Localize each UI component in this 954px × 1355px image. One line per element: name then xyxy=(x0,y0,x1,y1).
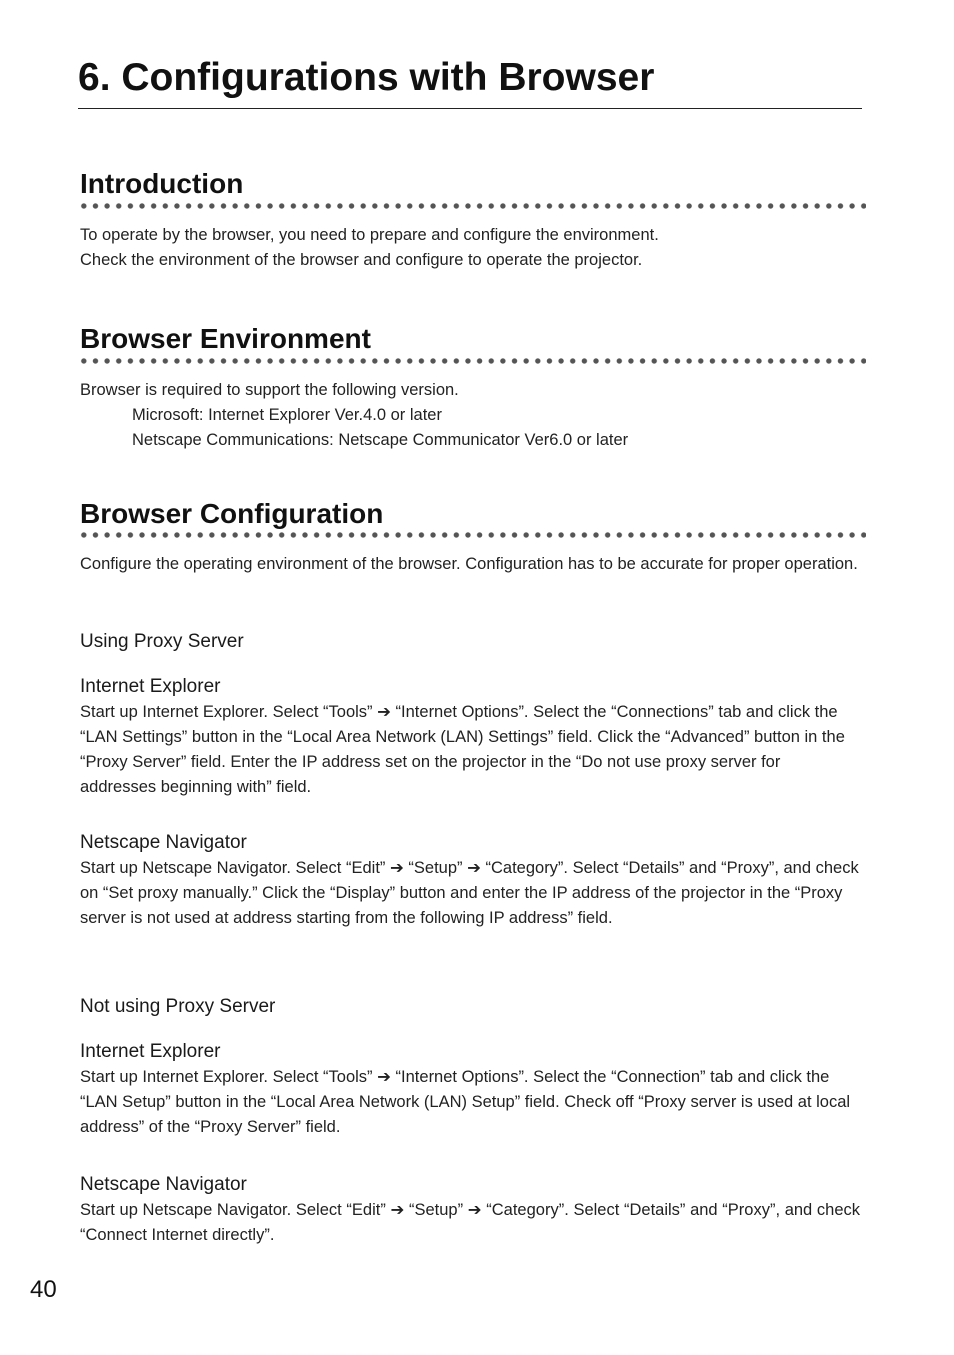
configuration-heading: Browser Configuration xyxy=(80,498,384,529)
using-proxy-ie-text: Start up Internet Explorer. Select “Tools” ➔ “Internet Options”. Select the “Connections” tab and click the “LAN Settings” button in the “Local Area Network (LAN) Settings” field. Click the “Advanced” button in the “Proxy Server” field. Enter the IP address set on the projector in the “Do not use proxy server for addresses beginning with” field. xyxy=(80,703,845,796)
configuration-intro: Configure the operating environment of the browser. Configuration has to be accurate for proper operation. xyxy=(80,555,858,573)
environment-intro: Browser is required to support the following version. xyxy=(80,381,459,399)
introduction-dotted-rule xyxy=(78,202,866,210)
not-using-proxy-title: Not using Proxy Server xyxy=(80,996,276,1017)
chapter-title: 6. Configurations with Browser xyxy=(78,56,655,99)
introduction-line-2: Check the environment of the browser and configure to operate the projector. xyxy=(80,251,643,269)
environment-dotted-rule xyxy=(78,357,866,365)
introduction-line-1: To operate by the browser, you need to prepare and configure the environment. xyxy=(80,226,659,244)
configuration-dotted-rule xyxy=(78,531,866,539)
environment-heading: Browser Environment xyxy=(80,323,371,354)
not-using-proxy-ie-text: Start up Internet Explorer. Select “Tools” ➔ “Internet Options”. Select the “Connection” tab and click the “LAN Setup” button in the “Local Area Network (LAN) Setup” field. Check off “Proxy server is used at local address” of the “Proxy Server” field. xyxy=(80,1068,851,1136)
environment-item-microsoft: Microsoft: Internet Explorer Ver.4.0 or later xyxy=(132,406,442,424)
not-using-proxy-ns-title: Netscape Navigator xyxy=(80,1174,247,1195)
page-number: 40 xyxy=(30,1276,57,1303)
using-proxy-ns-text: Start up Netscape Navigator. Select “Edit” ➔ “Setup” ➔ “Category”. Select “Details” and “Proxy”, and check on “Set proxy manually.” Click the “Display” button and enter the IP address of the projector in the “Proxy server is not used at address starting from the following IP address” field. xyxy=(80,859,859,927)
using-proxy-ns-title: Netscape Navigator xyxy=(80,832,247,853)
not-using-proxy-ns-text: Start up Netscape Navigator. Select “Edit” ➔ “Setup” ➔ “Category”. Select “Details” and “Proxy”, and check “Connect Internet directly”. xyxy=(80,1201,860,1244)
introduction-heading: Introduction xyxy=(80,168,244,199)
using-proxy-ie-title: Internet Explorer xyxy=(80,676,221,697)
introduction-text xyxy=(80,223,860,273)
environment-item-netscape: Netscape Communications: Netscape Communicator Ver6.0 or later xyxy=(132,431,629,449)
environment-text xyxy=(80,378,860,453)
not-using-proxy-ie-title: Internet Explorer xyxy=(80,1041,221,1062)
chapter-title-rule xyxy=(78,108,862,109)
using-proxy-title: Using Proxy Server xyxy=(80,631,244,652)
